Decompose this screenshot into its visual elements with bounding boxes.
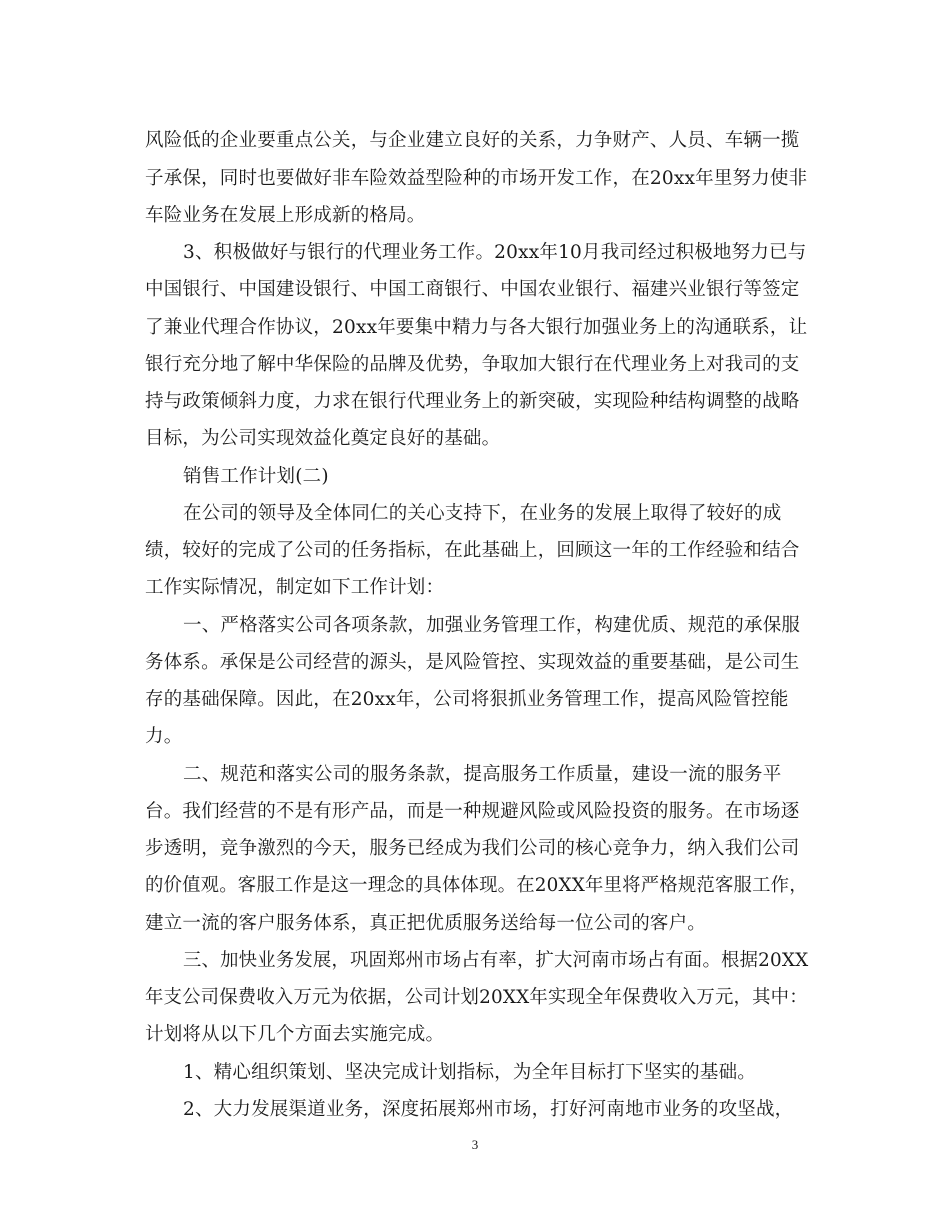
text-line: 计划将从以下几个方面去实施完成。 <box>145 1024 445 1045</box>
text-line: 3、积极做好与银行的代理业务工作。20xx年10月我司经过积极地努力已与 <box>183 242 807 263</box>
text-line: 力。 <box>145 726 183 747</box>
text-line: 持与政策倾斜力度，力求在银行代理业务上的新突破，实现险种结构调整的战略 <box>145 391 800 412</box>
text-line: 了兼业代理合作协议，20xx年要集中精力与各大银行加强业务上的沟通联系，让 <box>145 317 808 338</box>
text-line: 的价值观。客服工作是这一理念的具体体现。在20XX年里将严格规范客服工作， <box>145 875 808 896</box>
text-line: 三、加快业务发展，巩固郑州市场占有率，扩大河南市场占有面。根据20XX <box>183 950 809 971</box>
text-line: 二、规范和落实公司的服务条款，提高服务工作质量，建设一流的服务平 <box>183 764 782 785</box>
text-line: 工作实际情况，制定如下工作计划： <box>145 577 445 598</box>
text-line: 风险低的企业要重点公关，与企业建立良好的关系，力争财产、人员、车辆一揽 <box>145 130 800 151</box>
page-number: 3 <box>471 1137 479 1152</box>
text-line: 步透明，竞争激烈的今天，服务已经成为我们公司的核心竞争力，纳入我们公司 <box>145 838 800 859</box>
text-line: 银行充分地了解中华保险的品牌及优势，争取加大银行在代理业务上对我司的支 <box>145 354 800 375</box>
text-line: 在公司的领导及全体同仁的关心支持下，在业务的发展上取得了较好的成 <box>183 503 782 524</box>
text-line: 2、大力发展渠道业务，深度拓展郑州市场，打好河南地市业务的攻坚战， <box>183 1099 794 1120</box>
text-line: 目标，为公司实现效益化奠定良好的基础。 <box>145 428 501 449</box>
section-heading: 销售工作计划(二) <box>183 466 329 487</box>
text-line: 车险业务在发展上形成新的格局。 <box>145 205 426 226</box>
text-line: 绩，较好的完成了公司的任务指标，在此基础上，回顾这一年的工作经验和结合 <box>145 540 800 561</box>
text-line: 1、精心组织策划、坚决完成计划指标，为全年目标打下坚实的基础。 <box>183 1062 756 1083</box>
text-line: 存的基础保障。因此，在20xx年，公司将狠抓业务管理工作，提高风险管控能 <box>145 689 789 710</box>
text-line: 台。我们经营的不是有形产品，而是一种规避风险或风险投资的服务。在市场逐 <box>145 801 800 822</box>
text-line: 一、严格落实公司各项条款，加强业务管理工作，构建优质、规范的承保服 <box>183 615 801 636</box>
text-line: 建立一流的客户服务体系，真正把优质服务送给每一位公司的客户。 <box>145 913 707 934</box>
text-line: 子承保，同时也要做好非车险效益型险种的市场开发工作，在20xx年里努力使非 <box>145 168 808 189</box>
text-line: 中国银行、中国建设银行、中国工商银行、中国农业银行、福建兴业银行等签定 <box>145 279 800 300</box>
text-line: 务体系。承保是公司经营的源头，是风险管控、实现效益的重要基础，是公司生 <box>145 652 800 673</box>
text-line: 年支公司保费收入万元为依据，公司计划20XX年实现全年保费收入万元，其中： <box>145 987 808 1008</box>
